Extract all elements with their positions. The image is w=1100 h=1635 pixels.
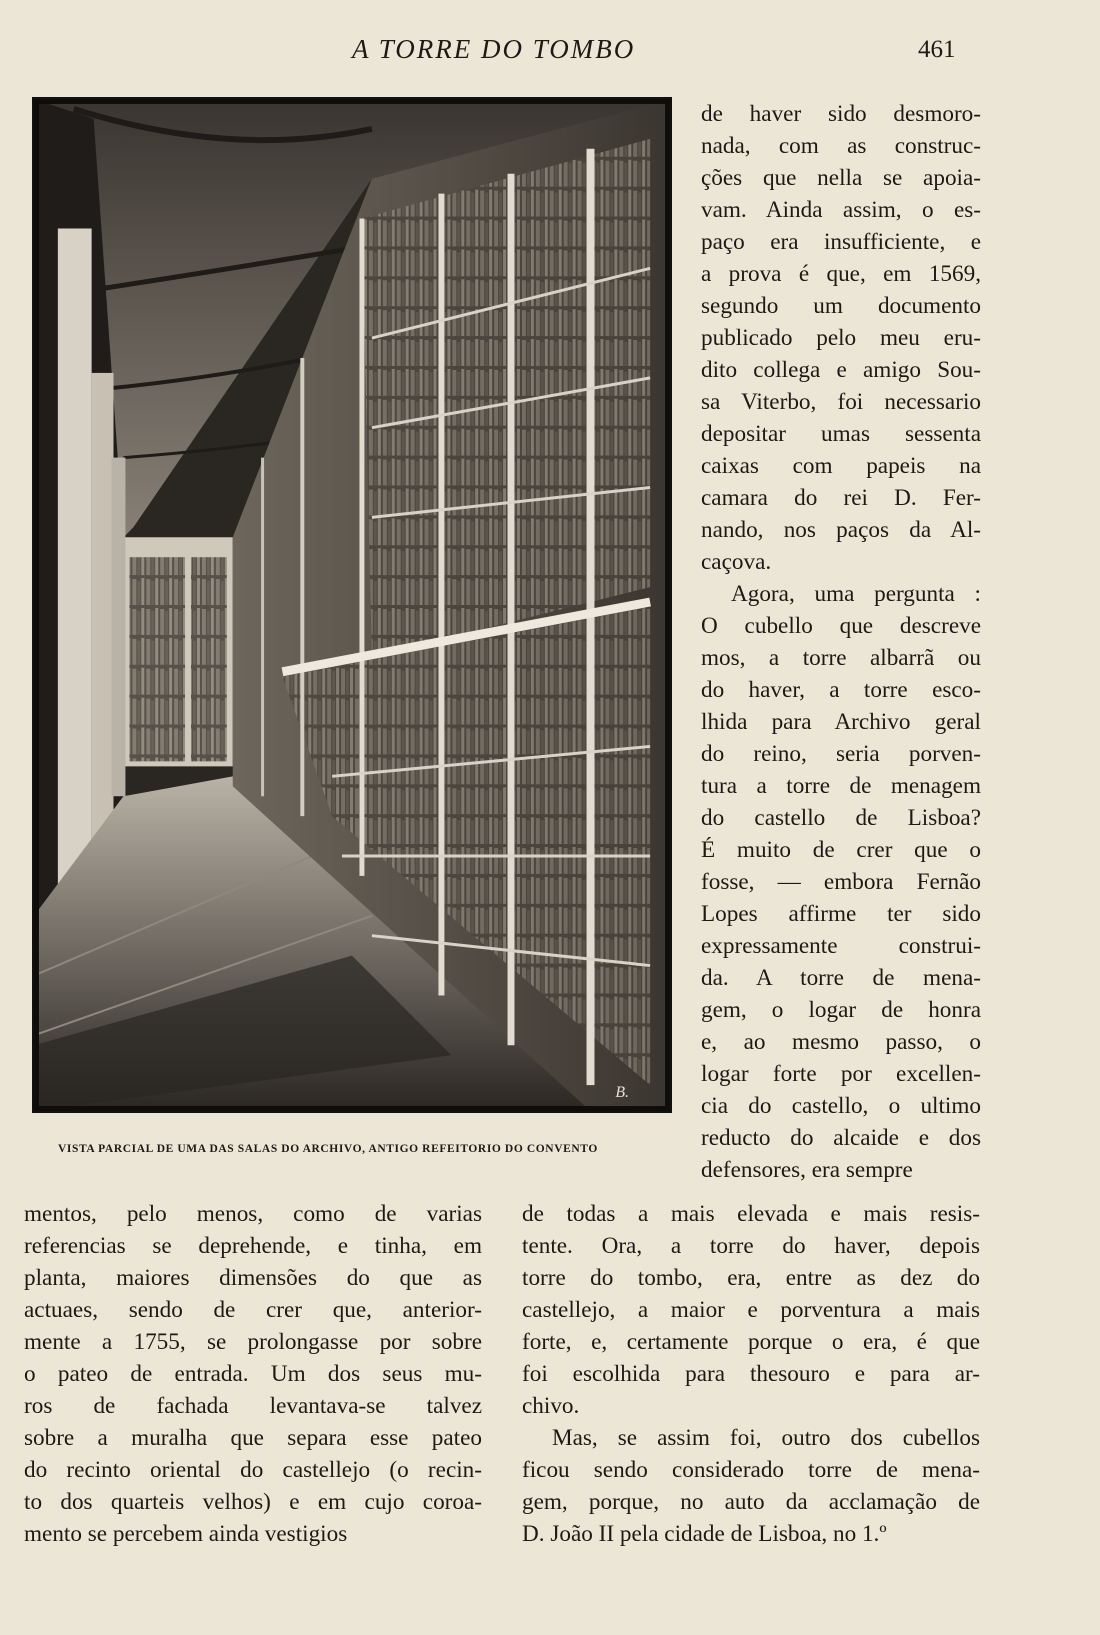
text-line: O cubello que descreve (701, 613, 981, 639)
text-line: do reino, seria porven- (701, 741, 981, 767)
running-title: A TORRE DO TOMBO (352, 34, 636, 64)
running-head (0, 34, 1100, 74)
text-line: foi escolhida para thesouro e para ar- (522, 1361, 980, 1387)
text-line: vam. Ainda assim, o es- (701, 197, 981, 223)
text-line: caixas com papeis na (701, 453, 981, 479)
text-line: actuaes, sendo de crer que, anterior- (24, 1297, 482, 1323)
text-line: É muito de crer que o (701, 837, 981, 863)
text-line: castellejo, a maior e porventura a mais (522, 1297, 980, 1323)
archive-hall-illustration (34, 99, 670, 1111)
text-line: da. A torre de mena- (701, 965, 981, 991)
figure-caption: VISTA PARCIAL DE UMA DAS SALAS DO ARCHIVO, ANTIGO REFEITORIO DO CONVENTO (58, 1143, 598, 1155)
archive-hall-photograph (32, 97, 672, 1113)
text-line: a prova é que, em 1569, (701, 261, 981, 287)
text-line: Mas, se assim foi, outro dos cubellos (552, 1425, 980, 1451)
text-line: expressamente construi- (701, 933, 981, 959)
text-line: forte, e, certamente porque o era, é que (522, 1329, 980, 1355)
text-line: do haver, a torre esco- (701, 677, 981, 703)
text-line: mos, a torre albarrã ou (701, 645, 981, 671)
text-line: fosse, — embora Fernão (701, 869, 981, 895)
text-line: sa Viterbo, foi necessario (701, 389, 981, 415)
text-line: cia do castello, o ultimo (701, 1093, 981, 1119)
text-line: defensores, era sempre (701, 1157, 913, 1183)
text-line: torre do tombo, era, entre as dez do (522, 1265, 980, 1291)
text-line: Lopes affirme ter sido (701, 901, 981, 927)
text-line: gem, o logar de honra (701, 997, 981, 1023)
text-line: Agora, uma pergunta : (731, 581, 981, 607)
text-line: tente. Ora, a torre do haver, depois (522, 1233, 980, 1259)
text-line: do castello de Lisboa? (701, 805, 981, 831)
text-line: mento se percebem ainda vestigios (24, 1521, 348, 1547)
text-line: mentos, pelo menos, como de varias (24, 1201, 482, 1227)
text-line: mente a 1755, se prolongasse por sobre (24, 1329, 482, 1355)
text-line: to dos quarteis velhos) e em cujo coroa- (24, 1489, 482, 1515)
text-line: lhida para Archivo geral (701, 709, 981, 735)
text-line: ções que nella se apoia- (701, 165, 981, 191)
text-line: do recinto oriental do castellejo (o recin- (24, 1457, 482, 1483)
text-line: gem, porque, no auto da acclamação de (522, 1489, 980, 1515)
text-line: depositar umas sessenta (701, 421, 981, 447)
text-line: nando, nos paços da Al- (701, 517, 981, 543)
text-line: segundo um documento (701, 293, 981, 319)
text-line: camara do rei D. Fer- (701, 485, 981, 511)
engraver-signature: B. (615, 1084, 630, 1102)
text-line: chivo. (522, 1393, 580, 1419)
text-line: nada, com as construc- (701, 133, 981, 159)
text-line: de haver sido desmoro- (701, 101, 981, 127)
text-line: paço era insufficiente, e (701, 229, 981, 255)
text-line: sobre a muralha que separa esse pateo (24, 1425, 482, 1451)
text-line: publicado pelo meu eru- (701, 325, 981, 351)
text-line: o pateo de entrada. Um dos seus mu- (24, 1361, 482, 1387)
text-line: D. João II pela cidade de Lisboa, no 1.º (522, 1521, 887, 1547)
text-line: referencias se deprehende, e tinha, em (24, 1233, 482, 1259)
text-line: e, ao mesmo passo, o (701, 1029, 981, 1055)
text-line: tura a torre de menagem (701, 773, 981, 799)
page-number: 461 (918, 36, 956, 63)
text-line: planta, maiores dimensões do que as (24, 1265, 482, 1291)
text-line: dito collega e amigo Sou- (701, 357, 981, 383)
text-line: reducto do alcaide e dos (701, 1125, 981, 1151)
text-line: logar forte por excellen- (701, 1061, 981, 1087)
text-line: caçova. (701, 549, 772, 575)
text-line: de todas a mais elevada e mais resis- (522, 1201, 980, 1227)
text-line: ros de fachada levantava-se talvez (24, 1393, 482, 1419)
text-line: ficou sendo considerado torre de mena- (522, 1457, 980, 1483)
